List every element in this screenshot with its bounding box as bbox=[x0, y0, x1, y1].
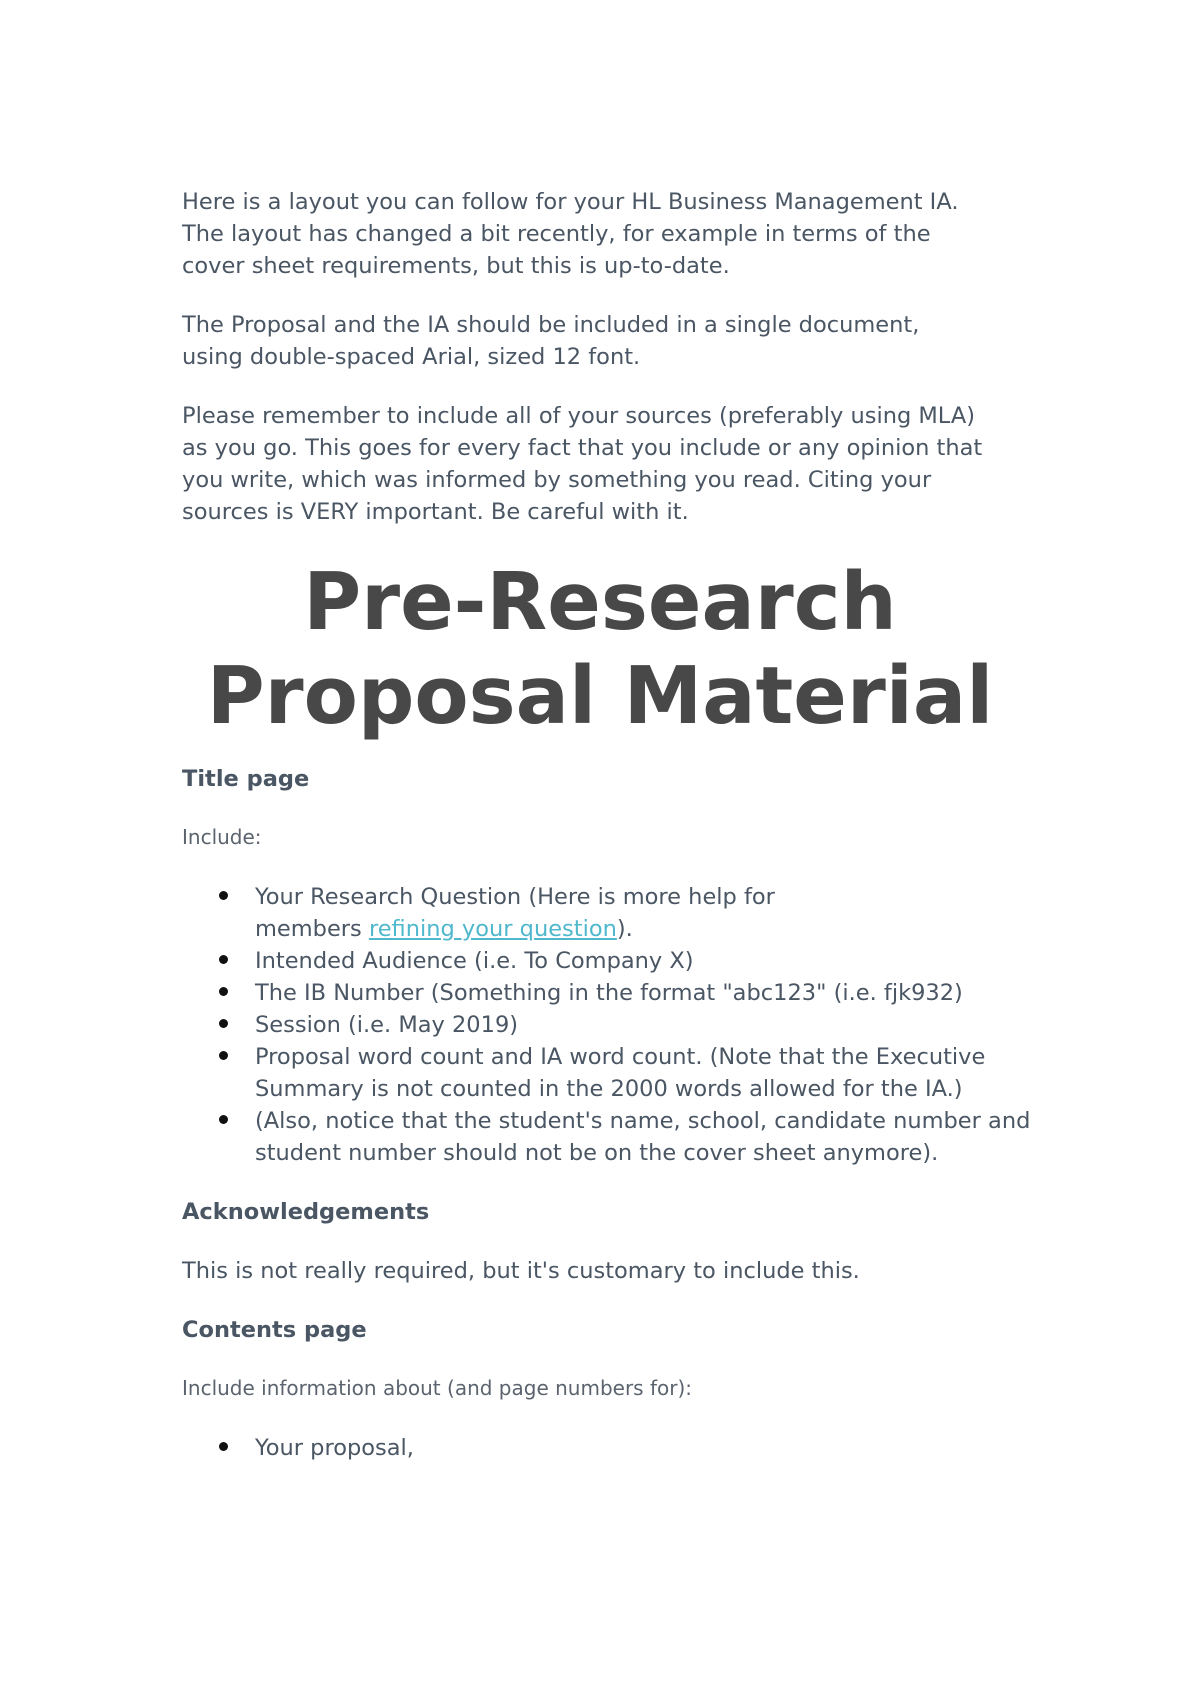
title-page-include-label: Include: bbox=[182, 825, 262, 849]
bullet-icon bbox=[219, 987, 228, 996]
intro-paragraph-2: The Proposal and the IA should be included in a single document, using double-spaced Arial, sized 12 font. bbox=[182, 312, 920, 370]
main-title bbox=[182, 555, 1018, 743]
list-item-text: Your proposal, bbox=[255, 1435, 414, 1461]
acknowledgements-heading: Acknowledgements bbox=[182, 1199, 430, 1225]
bullet-icon bbox=[219, 1442, 228, 1451]
list-item bbox=[182, 1009, 1035, 1041]
document-page bbox=[182, 186, 1042, 1491]
list-item bbox=[182, 977, 1035, 1009]
bullet-icon bbox=[219, 1115, 228, 1124]
list-item bbox=[182, 1041, 1035, 1105]
bullet-icon bbox=[219, 1051, 228, 1060]
list-item bbox=[182, 1432, 1035, 1464]
list-item-text: Proposal word count and IA word count. (Note that the Executive Summary is not counted in the 2000 words allowed for the IA.) bbox=[255, 1044, 986, 1102]
contents-page-heading: Contents page bbox=[182, 1317, 367, 1343]
list-item-text: Your Research Question (Here is more help for members bbox=[255, 884, 775, 942]
main-title-line-1: Pre-Research bbox=[303, 556, 897, 648]
contents-page-list bbox=[182, 1432, 1042, 1464]
main-title-line-2: Proposal Material bbox=[206, 650, 994, 742]
list-item-text-end: ). bbox=[616, 916, 633, 942]
list-item bbox=[182, 945, 1035, 977]
list-item bbox=[182, 881, 815, 945]
list-item-text: Session (i.e. May 2019) bbox=[255, 1012, 519, 1038]
contents-page-include-label: Include information about (and page numbers for): bbox=[182, 1376, 692, 1400]
list-item-text: Intended Audience (i.e. To Company X) bbox=[255, 948, 694, 974]
bullet-icon bbox=[219, 1019, 228, 1028]
list-item-text: The IB Number (Something in the format "abc123" (i.e. fjk932) bbox=[255, 980, 963, 1006]
refining-question-link[interactable]: refining your question bbox=[368, 916, 617, 942]
bullet-icon bbox=[219, 891, 228, 900]
bullet-icon bbox=[219, 955, 228, 964]
intro-paragraph-3: Please remember to include all of your sources (preferably using MLA) as you go. This goes for every fact that you include or any opinion that you write, which was informed by something you read. Citing your sources is VERY important. Be careful with it. bbox=[182, 403, 983, 525]
list-item bbox=[182, 1105, 1045, 1169]
title-page-list bbox=[182, 881, 1042, 1169]
acknowledgements-text: This is not really required, but it's customary to include this. bbox=[182, 1258, 860, 1284]
intro-paragraph-1: Here is a layout you can follow for your HL Business Management IA. The layout has changed a bit recently, for example in terms of the cover sheet requirements, but this is up-to-date. bbox=[182, 189, 959, 279]
list-item-text: (Also, notice that the student's name, school, candidate number and student number should not be on the cover sheet anymore). bbox=[255, 1108, 1031, 1166]
title-page-heading: Title page bbox=[182, 766, 310, 792]
